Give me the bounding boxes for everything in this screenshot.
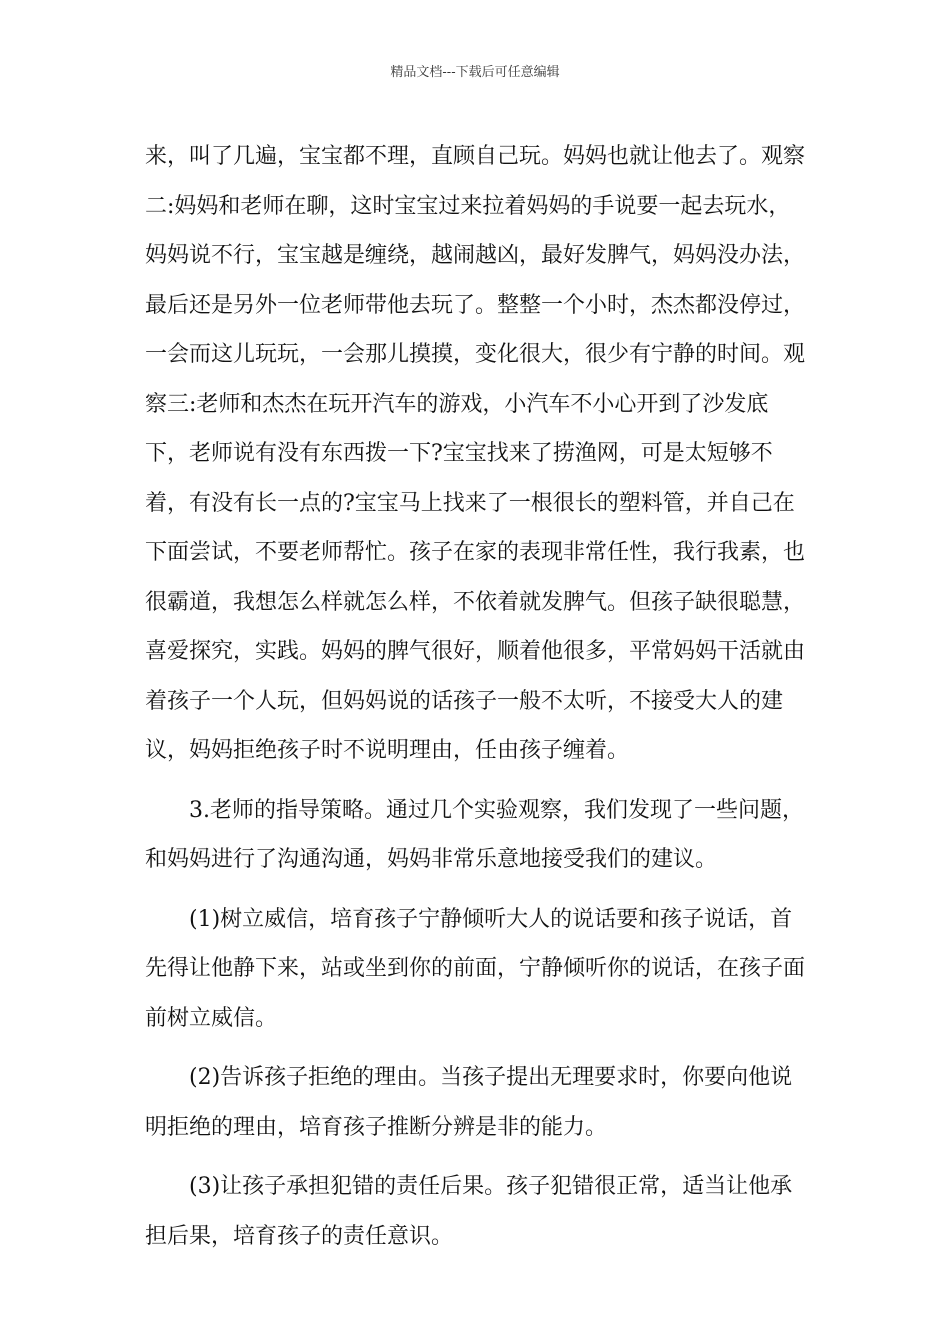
paragraph-observations: 来，叫了几遍，宝宝都不理，直顾自己玩。妈妈也就让他去了。观察二:妈妈和老师在聊，这时宝宝过来拉着妈妈的手说要一起去玩水，妈妈说不行，宝宝越是缠绕，越闹越凶，最好发脾气，妈妈没办法，最后还是另外一位老师带他去玩了。整整一个小时，杰杰都没停过，一会而这儿玩玩，一会那儿摸摸，变化很大，很少有宁静的时间。观察三:老师和杰杰在玩开汽车的游戏，小汽车不小心开到了沙发底下，老师说有没有东西拨一下?宝宝找来了捞渔网，可是太短够不着，有没有长一点的?宝宝马上找来了一根很长的塑料管，并自己在下面尝试，不要老师帮忙。孩子在家的表现非常任性，我行我素，也很霸道，我想怎么样就怎么样，不依着就发脾气。但孩子缺很聪慧，喜爱探究，实践。妈妈的脾气很好，顺着他很多，平常妈妈干活就由着孩子一个人玩，但妈妈说的话孩子一般不太听，不接受大人的建议，妈妈拒绝孩子时不说明理由，任由孩子缠着。 [145, 144, 806, 763]
document-body [145, 132, 811, 1261]
paragraph-strategy-3: (3)让孩子承担犯错的责任后果。孩子犯错很正常，适当让他承担后果，培育孩子的责任意识。 [145, 1174, 793, 1249]
paragraph-teacher-strategy: 3.老师的指导策略。通过几个实验观察，我们发现了一些问题，和妈妈进行了沟通沟通，妈妈非常乐意地接受我们的建议。 [145, 797, 804, 872]
page-header: 精品文档---下载后可任意编辑 [390, 65, 560, 80]
paragraph-strategy-2: (2)告诉孩子拒绝的理由。当孩子提出无理要求时，你要向他说明拒绝的理由，培育孩子推断分辨是非的能力。 [145, 1065, 793, 1140]
paragraph-strategy-1: (1)树立威信，培育孩子宁静倾听大人的说话要和孩子说话，首先得让他静下来，站或坐到你的前面，宁静倾听你的说话，在孩子面前树立威信。 [145, 906, 806, 1031]
